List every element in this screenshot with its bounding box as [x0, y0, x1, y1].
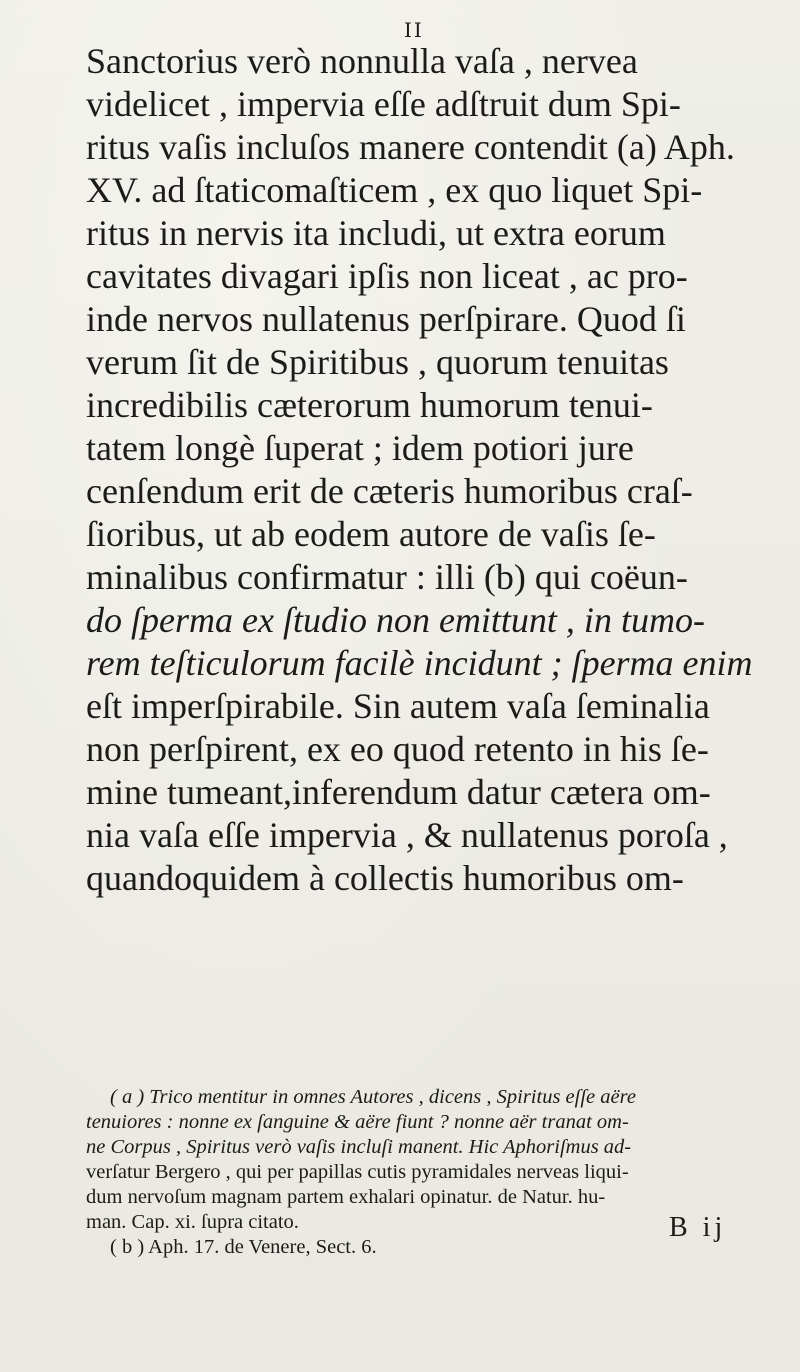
- text-line: mine tumeant,inferendum datur cætera om-: [86, 772, 711, 812]
- text-line: Sanctorius verò nonnulla vaſa , nervea: [86, 41, 638, 81]
- footnote-line: verſatur Bergero , qui per papillas cutis pyramidales nerveas liqui-: [86, 1161, 629, 1183]
- text-line: incredibilis cæterorum humorum tenui-: [86, 385, 653, 425]
- text-line: nia vaſa eſſe impervia , & nullatenus poroſa ,: [86, 815, 728, 855]
- page-number: II: [404, 18, 424, 42]
- text-line: verum ſit de Spiritibus , quorum tenuitas: [86, 342, 669, 382]
- text-line-italic: do ſperma ex ſtudio non emittunt , in tumo-: [86, 600, 705, 640]
- main-text-block: [86, 40, 776, 900]
- text-line: videlicet , impervia eſſe adſtruit dum Spi-: [86, 84, 681, 124]
- text-line: cavitates divagari ipſis non liceat , ac pro-: [86, 256, 688, 296]
- footnote-line: man. Cap. xi. ſupra citato.: [86, 1211, 299, 1233]
- text-line: ſioribus, ut ab eodem autore de vaſis ſe-: [86, 514, 656, 554]
- text-line: XV. ad ſtaticomaſticem , ex quo liquet Spi-: [86, 170, 703, 210]
- text-line: eſt imperſpirabile. Sin autem vaſa ſeminalia: [86, 686, 710, 726]
- text-line: ritus in nervis ita includi, ut extra eorum: [86, 213, 666, 253]
- text-line: non perſpirent, ex eo quod retento in his ſe-: [86, 729, 709, 769]
- text-line: cenſendum erit de cæteris humoribus craſ-: [86, 471, 693, 511]
- footnote-line: ( a ) Trico mentitur in omnes Autores , dicens , Spiritus eſſe aëre: [110, 1086, 636, 1108]
- text-line: tatem longè ſuperat ; idem potiori jure: [86, 428, 634, 468]
- text-line: quandoquidem à collectis humoribus om-: [86, 858, 684, 898]
- footnote-line: ne Corpus , Spiritus verò vaſis incluſi manent. Hic Aphoriſmus ad-: [86, 1136, 632, 1158]
- footnote-line: ( b ) Aph. 17. de Venere, Sect. 6.: [110, 1236, 377, 1258]
- signature-mark: B ij: [669, 1212, 727, 1243]
- footnote-line: dum nervoſum magnam partem exhalari opinatur. de Natur. hu-: [86, 1186, 606, 1208]
- text-line: ritus vaſis incluſos manere contendit (a) Aph.: [86, 127, 735, 167]
- text-line-italic: rem teſticulorum facilè incidunt ; ſperma enim: [86, 643, 753, 683]
- text-line: inde nervos nullatenus perſpirare. Quod ſi: [86, 299, 686, 339]
- footnote-line: tenuiores : nonne ex ſanguine & aëre fiunt ? nonne aër tranat om-: [86, 1111, 629, 1133]
- text-line: minalibus confirmatur : illi (b) qui coëun-: [86, 557, 688, 597]
